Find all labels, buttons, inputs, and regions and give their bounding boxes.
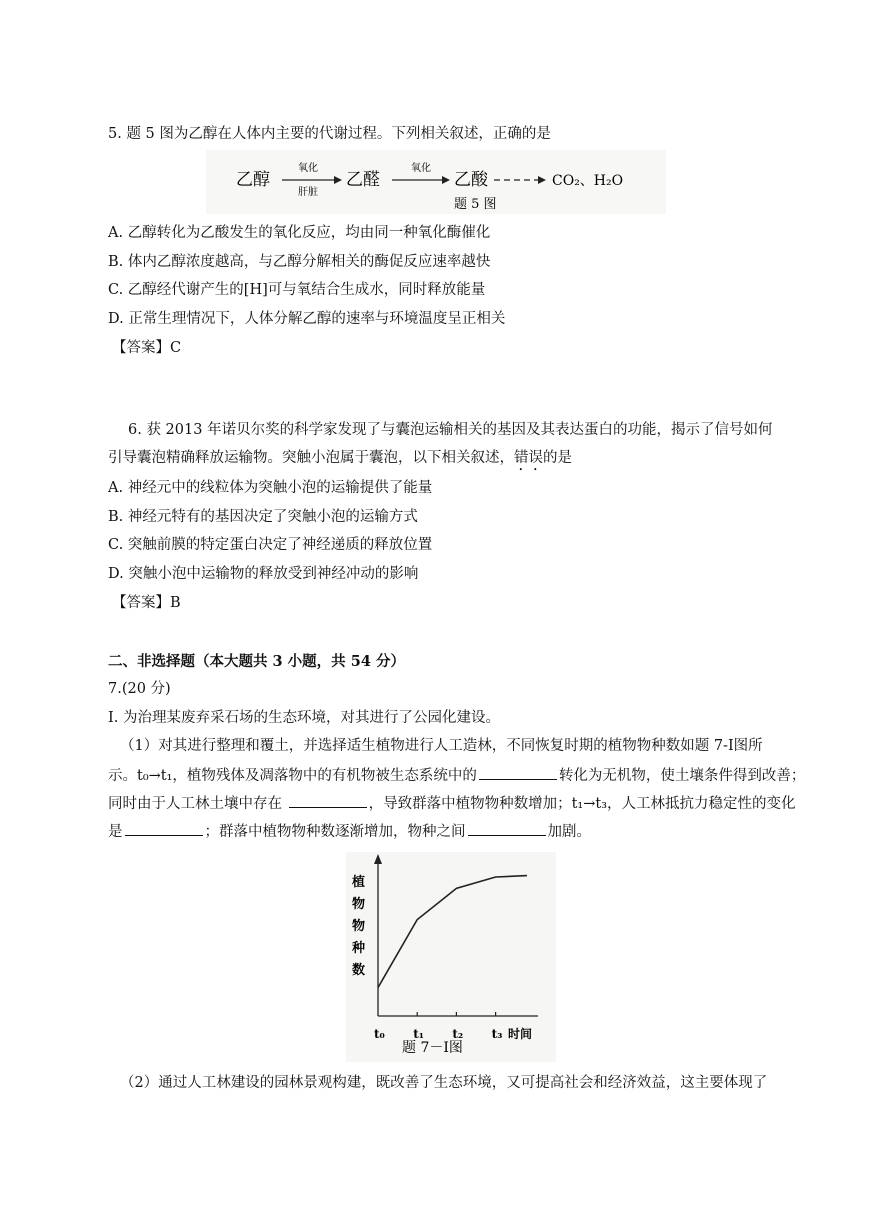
section2-heading: 二、非选择题（本大题共 3 小题，共 54 分） — [108, 653, 405, 670]
answer-blank-1[interactable] — [479, 765, 557, 780]
q5-option-d: D. 正常生理情况下，人体分解乙醇的速率与环境温度呈正相关 — [108, 311, 506, 327]
y-label-char: 种 — [352, 941, 366, 956]
x-tick-label: t₂ — [452, 1027, 464, 1041]
x-tick-label: t₀ — [374, 1027, 385, 1041]
q6-option-a: A. 神经元中的线粒体为突触小泡的运输提供了能量 — [108, 480, 433, 496]
x-axis-label: 时间 — [508, 1027, 533, 1041]
q5-option-c: C. 乙醇经代谢产生的[H]可与氧结合生成水，同时释放能量 — [108, 282, 486, 298]
q6-stem-line2c: 的是 — [543, 450, 572, 466]
y-axis-label — [351, 874, 366, 978]
y-label-char: 物 — [352, 919, 366, 934]
q6-option-c: C. 突触前膜的特定蛋白决定了神经递质的释放位置 — [108, 537, 433, 553]
q6-stem-line2 — [108, 448, 572, 474]
y-label-char: 物 — [352, 897, 366, 912]
q7-p2-line1: （2）通过人工林建设的园林景观构建，既改善了生态环境，又可提高社会和经济效益，这主要体现了 — [120, 1075, 768, 1091]
q5-stem: 5. 题 5 图为乙醇在人体内主要的代谢过程。下列相关叙述，正确的是 — [108, 126, 551, 142]
q7-p1-line3 — [108, 793, 796, 814]
q5-option-b: B. 体内乙醇浓度越高，与乙醇分解相关的酶促反应速率越快 — [108, 254, 491, 270]
q7-p1-line2a: 示。t₀→t₁，植物残体及凋落物中的有机物被生态系统中的 — [108, 768, 477, 784]
figure-5-scheme — [206, 150, 666, 214]
x-tick-label: t₃ — [491, 1027, 503, 1041]
q7-p1-line2b: 转化为无机物，使土壤条件得到改善； — [558, 768, 806, 784]
y-label-char: 数 — [352, 963, 366, 978]
answer-blank-3[interactable] — [125, 821, 203, 836]
answer-blank-2[interactable] — [289, 793, 367, 808]
q6-stem-line2a: 引导囊泡精确释放运输物。突触小泡属于囊泡，以下相关叙述， — [108, 450, 514, 466]
q5-option-a: A. 乙醇转化为乙酸发生的氧化反应，均由同一种氧化酶催化 — [108, 225, 491, 241]
q6-stem-line1: 6. 获 2013 年诺贝尔奖的科学家发现了与囊泡运输相关的基因及其表达蛋白的功能，揭示了信号如何 — [128, 422, 773, 438]
scheme-arrow1-top: 氧化 — [298, 163, 318, 174]
y-axis-arrow — [374, 854, 382, 864]
q7-p1-line4 — [108, 821, 591, 842]
q7-p1-line1: （1）对其进行整理和覆土，并选择适生植物进行人工造林，不同恢复时期的植物物种数如题 7-Ⅰ图所 — [120, 738, 763, 754]
q6-option-b: B. 神经元特有的基因决定了突触小泡的运输方式 — [108, 509, 418, 525]
q5-answer: 【答案】C — [112, 340, 182, 356]
scheme-arrow1-head — [334, 176, 342, 184]
scheme-ethanol: 乙醇 — [236, 170, 270, 190]
scheme-acetaldehyde: 乙醛 — [346, 170, 380, 190]
scheme-svg — [206, 150, 666, 214]
q6-stem-emphasis: 错误 — [514, 450, 543, 466]
figure-7-chart — [346, 852, 556, 1062]
scheme-acetic-acid: 乙酸 — [454, 170, 488, 190]
q7-p1-line4b: ；群落中植物物种数逐渐增加，物种之间 — [204, 824, 466, 840]
q6-option-d: D. 突触小泡中运输物的释放受到神经冲动的影响 — [108, 566, 419, 582]
q7-p1-line3b: ，导致群落中植物物种数增加；t₁→t₃，人工林抵抗力稳定性的变化 — [368, 796, 796, 812]
q7-p1-line2 — [108, 765, 805, 786]
scheme-arrow1-bottom: 肝脏 — [298, 187, 318, 198]
scheme-arrow2-head — [442, 176, 450, 184]
chart-svg — [346, 852, 556, 1062]
y-label-char: 植 — [352, 875, 366, 890]
q7-part1: Ⅰ. 为治理某废弃采石场的生态环境，对其进行了公园化建设。 — [108, 710, 500, 726]
q7-heading: 7.(20 分) — [108, 681, 171, 697]
scheme-products: CO₂、H₂O — [552, 173, 624, 189]
series-line — [378, 876, 527, 988]
x-tick-label: t₁ — [413, 1027, 425, 1041]
q7-p1-line4c: 加剧。 — [547, 824, 591, 840]
scheme-arrow2-top: 氧化 — [411, 163, 431, 174]
scheme-arrow3-head — [538, 176, 546, 184]
answer-blank-4[interactable] — [468, 821, 546, 836]
chart-caption: 题 7－Ⅰ图 — [402, 1040, 463, 1056]
q6-answer: 【答案】B — [112, 595, 181, 611]
q7-p1-line3a: 同时由于人工林土壤中存在 — [108, 796, 282, 812]
scheme-caption: 题 5 图 — [454, 197, 497, 212]
q7-p1-line4a: 是 — [108, 824, 123, 840]
